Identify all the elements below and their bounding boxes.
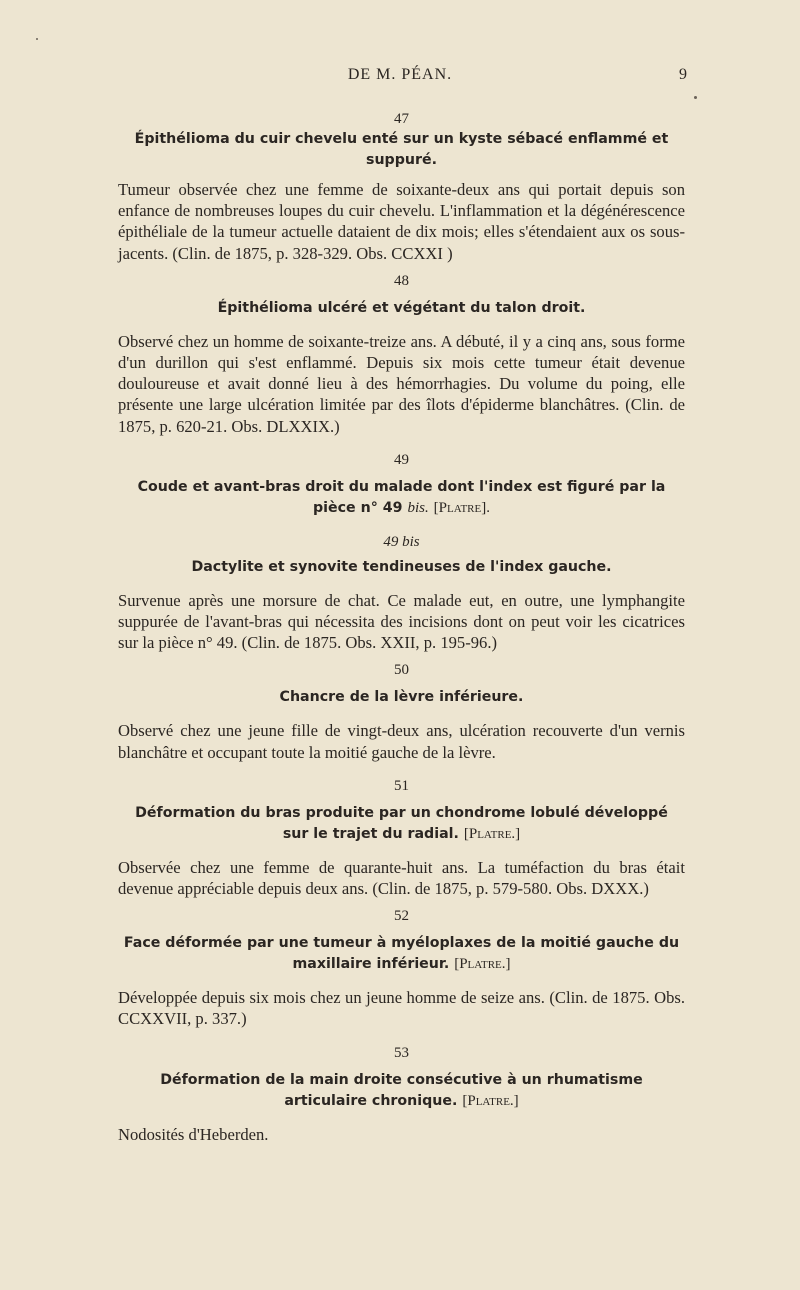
entry-title-text: Face déformée par une tumeur à myéloplaxes de la moitié gauche du maxillaire inférieur. [123,935,680,973]
entry-number: 52 [394,908,409,925]
entry-title: Chancre de la lèvre inférieure. [279,689,524,706]
entry-body: Développée depuis six mois chez un jeune homme de seize ans. (Clin. de 1875. Obs. CCXXVII, p. 337.) [118,988,685,1029]
entry-title-plate: [Platre.] [462,1092,519,1109]
paper-speck [36,38,38,40]
entry-title-bis: bis. [407,499,429,516]
entry-number: 50 [394,662,409,679]
entry-title-text: Coude et avant-bras droit du malade dont l'index est figuré par la pièce n° 49 [137,478,666,516]
paper-speck [694,96,697,99]
entry-title [122,1070,681,1112]
entry-title-plate: [Platre.] [463,825,521,842]
entry-title: Épithélioma du cuir chevelu enté sur un kyste sébacé enflammé et suppuré. [134,131,669,168]
entry-number: 53 [394,1044,409,1061]
entry-title-text: Déformation de la main droite consécutive à un rhumatisme articulaire chronique. [160,1071,643,1109]
entry-title: Dactylite et synovite tendineuses de l'index gauche. [191,558,612,575]
entry-title: Épithélioma ulcéré et végétant du talon droit. [217,299,586,316]
entry-title [122,477,681,519]
entry-body: Observé chez un homme de soixante-treize ans. A débuté, il y a cinq ans, sous forme d'un durillon qui s'est enflammé. Depuis six mois cette tumeur était devenue douloureuse et avait donné lieu à des hémorrhagies. Du volume du poing, elle présente une large ulcération limitée par des îlots d'épiderme blanchâtres. (Clin. de 1875, p. 620-21. Obs. DLXXIX.) [118,331,685,436]
entry-body: Survenue après une morsure de chat. Ce malade eut, en outre, une lymphangite suppurée de l'avant-bras qui nécessita des incisions dont on peut voir les cicatrices sur la pièce n° 49. (Clin. de 1875. Obs. XXII, p. 195-96.) [118,590,685,653]
entry-title-plate: [Platre.] [454,956,511,973]
entry-number: 49 [394,451,409,468]
entry-body: Observé chez une jeune fille de vingt-deux ans, ulcération recouverte d'un vernis blanchâtre et occupant toute la moitié gauche de la lèvre. [118,721,685,762]
entry-number: 49 bis [383,533,420,550]
page-number: 9 [679,66,688,83]
running-title: DE M. PÉAN. [347,66,453,83]
entries [118,110,685,1145]
entry-title-plate: [Platre]. [433,499,490,516]
entry-body: Tumeur observée chez une femme de soixante-deux ans qui portait depuis son enfance de nombreuses loupes du cuir chevelu. L'inflammation et la dégénérescence épithéliale de la tumeur actuelle dataient de dix mois; elles s'étendaient aux os sous-jacents. (Clin. de 1875, p. 328-329. Obs. CCXXI ) [118,180,685,263]
entry-body: Observée chez une femme de quarante-huit ans. La tuméfaction du bras était devenue appréciable depuis deux ans. (Clin. de 1875, p. 579-580. Obs. DXXX.) [118,857,685,899]
entry-number: 48 [394,272,409,289]
entry-number: 51 [394,777,409,794]
entry-body: Nodosités d'Heberden. [118,1124,269,1144]
entry-title [122,933,681,975]
entry-title [122,803,681,845]
entry-title-text: Déformation du bras produite par un chondrome lobulé développé sur le trajet du radial. [135,804,668,842]
entry-number: 47 [394,111,409,127]
